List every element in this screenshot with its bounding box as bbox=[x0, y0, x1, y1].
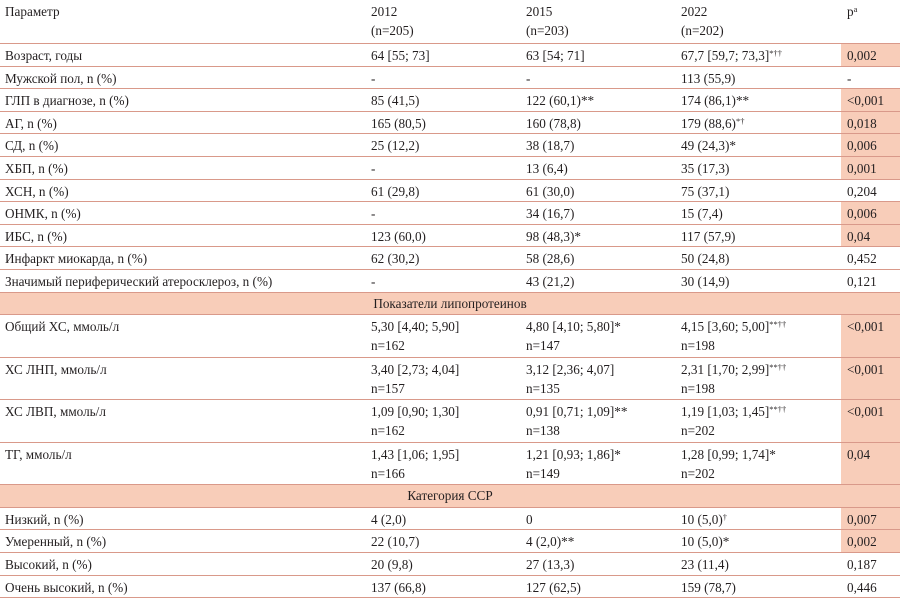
value-2015-cell: 0 bbox=[524, 508, 679, 530]
value-2012-cell: 1,43 [1,06; 1,95] n=166 bbox=[369, 443, 524, 485]
table-row bbox=[0, 88, 900, 111]
header-2022: 2022 (n=202) bbox=[679, 0, 841, 43]
value-2012-cell: 137 (66,8) bbox=[369, 576, 524, 598]
table-row bbox=[0, 156, 900, 179]
p-value-cell: 0,002 bbox=[841, 44, 900, 66]
risk-rows bbox=[0, 507, 900, 598]
p-value-cell: 0,04 bbox=[841, 225, 900, 247]
p-value-cell: <0,001 bbox=[841, 315, 900, 357]
value-2015-cell: 43 (21,2) bbox=[524, 270, 679, 292]
value-2022-cell: 159 (78,7) bbox=[679, 576, 841, 598]
table-row bbox=[0, 224, 900, 247]
value-2022-cell: 67,7 [59,7; 73,3]*†† bbox=[679, 44, 841, 66]
value-2015-cell: - bbox=[524, 67, 679, 89]
table-row bbox=[0, 269, 900, 292]
table-row bbox=[0, 246, 900, 269]
param-cell: ИБС, n (%) bbox=[0, 225, 369, 247]
value-2022-cell: 1,28 [0,99; 1,74]* n=202 bbox=[679, 443, 841, 485]
value-2012-cell: 61 (29,8) bbox=[369, 180, 524, 202]
param-cell: ХСН, n (%) bbox=[0, 180, 369, 202]
value-2012-cell: 1,09 [0,90; 1,30] n=162 bbox=[369, 400, 524, 442]
param-cell: Очень высокий, n (%) bbox=[0, 576, 369, 598]
value-2012-cell: 3,40 [2,73; 4,04] n=157 bbox=[369, 358, 524, 400]
value-2015-cell: 0,91 [0,71; 1,09]** n=138 bbox=[524, 400, 679, 442]
value-2012-cell: 64 [55; 73] bbox=[369, 44, 524, 66]
p-value-cell: 0,006 bbox=[841, 202, 900, 224]
p-value-cell: 0,204 bbox=[841, 180, 900, 202]
p-value-cell: 0,018 bbox=[841, 112, 900, 134]
param-cell: Значимый периферический атеросклероз, n (%) bbox=[0, 270, 369, 292]
param-cell: Возраст, годы bbox=[0, 44, 369, 66]
value-2012-cell: - bbox=[369, 270, 524, 292]
p-value-cell: 0,001 bbox=[841, 157, 900, 179]
table-row bbox=[0, 179, 900, 202]
param-cell: ГЛП в диагнозе, n (%) bbox=[0, 89, 369, 111]
value-2022-cell: 50 (24,8) bbox=[679, 247, 841, 269]
clinical-rows bbox=[0, 43, 900, 292]
value-2022-cell: 15 (7,4) bbox=[679, 202, 841, 224]
value-2022-cell: 75 (37,1) bbox=[679, 180, 841, 202]
header-param: Параметр bbox=[0, 0, 369, 43]
param-cell: АГ, n (%) bbox=[0, 112, 369, 134]
value-2012-cell: - bbox=[369, 157, 524, 179]
value-2015-cell: 98 (48,3)* bbox=[524, 225, 679, 247]
param-cell: ХБП, n (%) bbox=[0, 157, 369, 179]
table-row bbox=[0, 399, 900, 442]
p-value-cell: 0,002 bbox=[841, 530, 900, 552]
value-2022-cell: 49 (24,3)* bbox=[679, 134, 841, 156]
param-cell: ХС ЛВП, ммоль/л bbox=[0, 400, 369, 442]
value-2012-cell: 22 (10,7) bbox=[369, 530, 524, 552]
value-2015-cell: 4 (2,0)** bbox=[524, 530, 679, 552]
value-2012-cell: 165 (80,5) bbox=[369, 112, 524, 134]
param-cell: Мужской пол, n (%) bbox=[0, 67, 369, 89]
value-2022-cell: 35 (17,3) bbox=[679, 157, 841, 179]
p-value-cell: 0,007 bbox=[841, 508, 900, 530]
value-2022-cell: 1,19 [1,03; 1,45]**†† n=202 bbox=[679, 400, 841, 442]
value-2015-cell: 61 (30,0) bbox=[524, 180, 679, 202]
p-value-cell: 0,04 bbox=[841, 443, 900, 485]
header-p: $p^a$ bbox=[841, 0, 900, 43]
value-2015-cell: 34 (16,7) bbox=[524, 202, 679, 224]
value-2015-cell: 27 (13,3) bbox=[524, 553, 679, 575]
value-2015-cell: 1,21 [0,93; 1,86]* n=149 bbox=[524, 443, 679, 485]
param-cell: ХС ЛНП, ммоль/л bbox=[0, 358, 369, 400]
param-cell: СД, n (%) bbox=[0, 134, 369, 156]
value-2022-cell: 113 (55,9) bbox=[679, 67, 841, 89]
value-2015-cell: 127 (62,5) bbox=[524, 576, 679, 598]
value-2015-cell: 4,80 [4,10; 5,80]* n=147 bbox=[524, 315, 679, 357]
value-2015-cell: 63 [54; 71] bbox=[524, 44, 679, 66]
table-row bbox=[0, 442, 900, 485]
value-2012-cell: 20 (9,8) bbox=[369, 553, 524, 575]
p-value-cell: 0,006 bbox=[841, 134, 900, 156]
value-2015-cell: 160 (78,8) bbox=[524, 112, 679, 134]
value-2022-cell: 10 (5,0)† bbox=[679, 508, 841, 530]
value-2012-cell: 4 (2,0) bbox=[369, 508, 524, 530]
p-value-cell: 0,121 bbox=[841, 270, 900, 292]
p-value-cell: 0,446 bbox=[841, 576, 900, 598]
p-value-cell: <0,001 bbox=[841, 358, 900, 400]
value-2012-cell: 62 (30,2) bbox=[369, 247, 524, 269]
value-2022-cell: 30 (14,9) bbox=[679, 270, 841, 292]
value-2022-cell: 174 (86,1)** bbox=[679, 89, 841, 111]
value-2012-cell: 123 (60,0) bbox=[369, 225, 524, 247]
value-2022-cell: 10 (5,0)* bbox=[679, 530, 841, 552]
p-value-cell: <0,001 bbox=[841, 400, 900, 442]
value-2012-cell: 85 (41,5) bbox=[369, 89, 524, 111]
value-2015-cell: 3,12 [2,36; 4,07] n=135 bbox=[524, 358, 679, 400]
section-risk-category: Категория ССР bbox=[0, 484, 900, 507]
value-2015-cell: 38 (18,7) bbox=[524, 134, 679, 156]
param-cell: ОНМК, n (%) bbox=[0, 202, 369, 224]
table-row bbox=[0, 529, 900, 552]
value-2015-cell: 13 (6,4) bbox=[524, 157, 679, 179]
table-row bbox=[0, 552, 900, 575]
param-cell: Высокий, n (%) bbox=[0, 553, 369, 575]
value-2012-cell: - bbox=[369, 202, 524, 224]
p-value-cell: <0,001 bbox=[841, 89, 900, 111]
table-row bbox=[0, 133, 900, 156]
value-2022-cell: 179 (88,6)*† bbox=[679, 112, 841, 134]
table-header bbox=[0, 0, 900, 43]
param-cell: Низкий, n (%) bbox=[0, 508, 369, 530]
value-2015-cell: 58 (28,6) bbox=[524, 247, 679, 269]
table-row bbox=[0, 575, 900, 598]
param-cell: ТГ, ммоль/л bbox=[0, 443, 369, 485]
header-2015: 2015 (n=203) bbox=[524, 0, 679, 43]
param-cell: Инфаркт миокарда, n (%) bbox=[0, 247, 369, 269]
value-2022-cell: 117 (57,9) bbox=[679, 225, 841, 247]
value-2022-cell: 2,31 [1,70; 2,99]**†† n=198 bbox=[679, 358, 841, 400]
value-2012-cell: - bbox=[369, 67, 524, 89]
param-cell: Общий ХС, ммоль/л bbox=[0, 315, 369, 357]
section-lipoproteins: Показатели липопротеинов bbox=[0, 292, 900, 315]
value-2012-cell: 5,30 [4,40; 5,90] n=162 bbox=[369, 315, 524, 357]
p-value-cell: - bbox=[841, 67, 900, 89]
p-value-cell: 0,452 bbox=[841, 247, 900, 269]
table-row bbox=[0, 314, 900, 357]
table-row bbox=[0, 201, 900, 224]
header-2012: 2012 (n=205) bbox=[369, 0, 524, 43]
lipid-rows bbox=[0, 314, 900, 484]
table-row bbox=[0, 66, 900, 89]
value-2022-cell: 23 (11,4) bbox=[679, 553, 841, 575]
table-row bbox=[0, 507, 900, 530]
value-2015-cell: 122 (60,1)** bbox=[524, 89, 679, 111]
value-2012-cell: 25 (12,2) bbox=[369, 134, 524, 156]
param-cell: Умеренный, n (%) bbox=[0, 530, 369, 552]
table-row bbox=[0, 43, 900, 66]
value-2022-cell: 4,15 [3,60; 5,00]**†† n=198 bbox=[679, 315, 841, 357]
p-value-cell: 0,187 bbox=[841, 553, 900, 575]
table-row bbox=[0, 357, 900, 400]
table-row bbox=[0, 111, 900, 134]
